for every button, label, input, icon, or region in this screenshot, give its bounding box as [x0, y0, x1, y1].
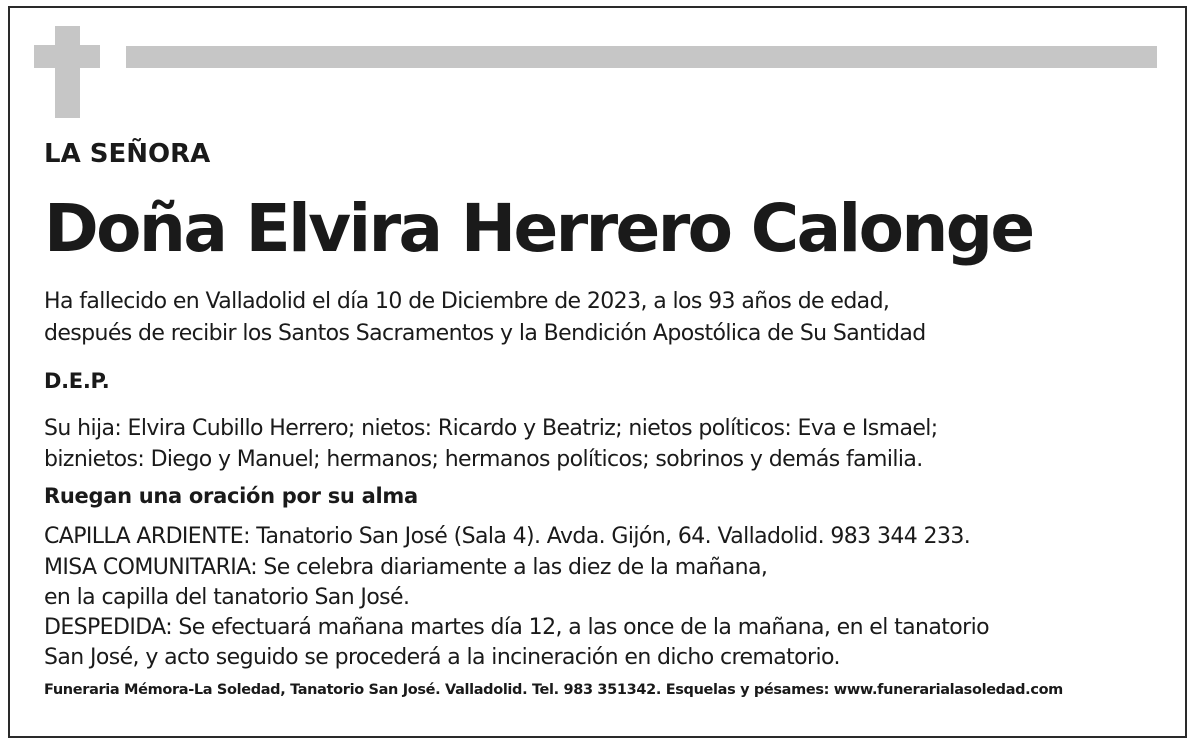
details-line-2: MISA COMUNITARIA: Se celebra diariamente a las diez de la mañana,	[44, 555, 768, 580]
dep: D.E.P.	[44, 369, 110, 393]
death-announcement-line-1: Ha fallecido en Valladolid el día 10 de Diciembre de 2023, a los 93 años de edad,	[44, 289, 890, 314]
details-line-4: DESPEDIDA: Se efectuará mañana martes día 12, a las once de la mañana, en el tanatorio	[44, 615, 989, 640]
details-line-5: San José, y acto seguido se procederá a la incineración en dicho crematorio.	[44, 645, 840, 670]
details-line-1: CAPILLA ARDIENTE: Tanatorio San José (Sala 4). Avda. Gijón, 64. Valladolid. 983 344 233.	[44, 524, 971, 549]
details-line-3: en la capilla del tanatorio San José.	[44, 585, 410, 610]
family-line-2: biznietos: Diego y Manuel; hermanos; hermanos políticos; sobrinos y demás familia.	[44, 447, 923, 472]
funeral-home-footer: Funeraria Mémora-La Soledad, Tanatorio San José. Valladolid. Tel. 983 351342. Esquelas y pésames: www.funerarialasoledad.com	[44, 682, 1063, 698]
cross-horizontal-bar	[34, 45, 100, 68]
family-line-1: Su hija: Elvira Cubillo Herrero; nietos: Ricardo y Beatriz; nietos políticos: Eva e Ismael;	[44, 416, 938, 441]
deceased-name: Doña Elvira Herrero Calonge	[44, 190, 1033, 267]
cross-vertical-bar	[55, 26, 80, 118]
header-divider	[126, 46, 1157, 68]
prayer-request: Ruegan una oración por su alma	[44, 484, 418, 508]
honorific: LA SEÑORA	[44, 139, 211, 169]
death-announcement-line-2: después de recibir los Santos Sacramentos y la Bendición Apostólica de Su Santidad	[44, 321, 926, 346]
